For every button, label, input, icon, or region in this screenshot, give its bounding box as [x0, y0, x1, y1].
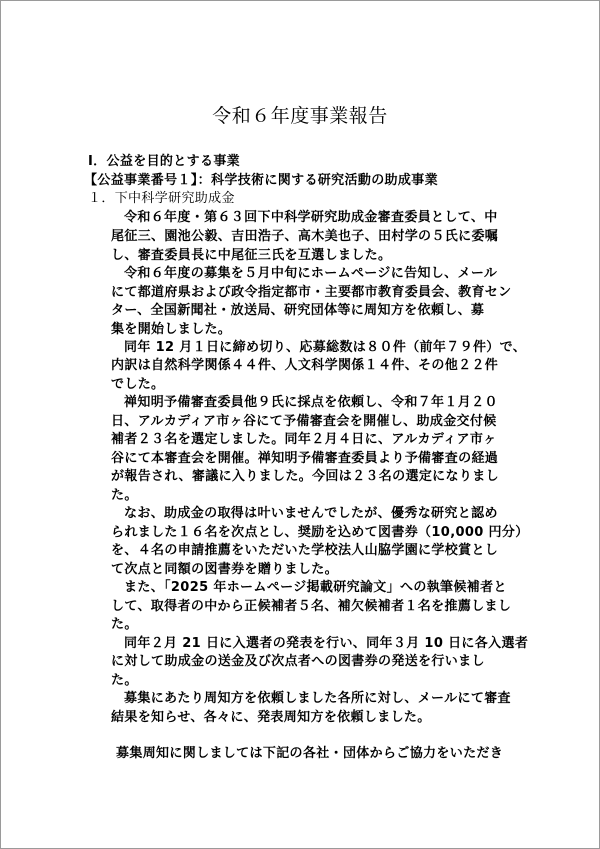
- paragraph-line: にて都道府県および政令指定都市・主要都市教育委員会、教育セン: [111, 285, 512, 300]
- paragraph-line: なお、助成金の取得は叶いませんでしたが、優秀な研究と認め: [124, 506, 498, 521]
- paragraph-line: 令和６年度の募集を５月中旬にホームページに告知し、メール: [124, 266, 498, 281]
- paragraph-line: し、審査委員長に中尾征三氏を互選しました。: [111, 248, 392, 263]
- paragraph-line: 募集にあたり周知方を依頼しました各所に対し、メールにて審査: [124, 691, 511, 706]
- document-title: 令和６年度事業報告: [212, 105, 388, 127]
- paragraph-line: 谷にて本審査会を開催。禅知明予備審査委員より予備審査の経過: [111, 451, 499, 466]
- paragraph-line: た。: [111, 617, 138, 632]
- paragraph-line: また、「2025 年ホームページ掲載研究論文」への執筆候補者と: [124, 580, 507, 595]
- paragraph-line: て次点と同額の図書券を贈りました。: [111, 562, 338, 577]
- category-heading: 【公益事業番号１】：科学技術に関する研究活動の助成事業: [84, 173, 438, 188]
- subsection-heading: １．下中科学研究助成金: [88, 191, 235, 206]
- paragraph-line: られました１６名を次点とし、奨励を込めて図書券（10,000 円分）: [111, 525, 529, 540]
- outro-line: 募集周知に関しましては下記の各社・団体からご協力をいただき: [116, 746, 504, 761]
- paragraph-line: して、取得者の中から正候補者５名、補欠候補者１名を推薦しまし: [111, 599, 512, 614]
- paragraph-line: 同年２月 21 日に入選者の発表を行い、同年３月 10 日に各入選者: [124, 636, 529, 651]
- paragraph-line: を、４名の申請推薦をいただいた学校法人山脇学園に学校賞とし: [111, 543, 499, 558]
- paragraph-line: 集を開始しました。: [111, 322, 232, 337]
- paragraph-line: た。: [111, 488, 138, 503]
- paragraph-line: 日、アルカディア市ヶ谷にて予備審査会を開催し、助成金交付候: [111, 414, 497, 429]
- paragraph-line: 補者２３名を選定しました。同年２月４日に、アルカディア市ヶ: [111, 432, 497, 447]
- paragraph-line: が報告され、審議に入りました。今回は２３名の選定になりまし: [111, 469, 499, 484]
- paragraph-line: 尾征三、園池公毅、吉田浩子、高木美也子、田村学の５氏に委嘱: [111, 229, 499, 244]
- paragraph-line: に対して助成金の送金及び次点者への図書券の発送を行いまし: [111, 654, 485, 669]
- paragraph-line: 内訳は自然科学関係４４件、人文科学関係１４件、その他２２件: [111, 358, 499, 373]
- paragraph-line: 令和６年度・第６３回下中科学研究助成金審査委員として、中: [124, 210, 498, 225]
- paragraph-line: た。: [111, 673, 138, 688]
- paragraph-line: 禅知明予備審査委員他９氏に採点を依頼し、令和７年１月２０: [124, 395, 498, 410]
- paragraph-line: 同年 12 月１日に締め切り、応募総数は８０件（前年７９件）で、: [124, 340, 527, 355]
- paragraph-line: ター、全国新聞社・放送局、研究団体等に周知方を依頼し、募: [111, 303, 485, 318]
- section-heading: Ⅰ．公益を目的とする事業: [88, 154, 241, 169]
- paragraph-line: でした。: [111, 377, 165, 392]
- paragraph-line: 結果を知らせ、各々に、発表周知方を依頼しました。: [111, 710, 431, 725]
